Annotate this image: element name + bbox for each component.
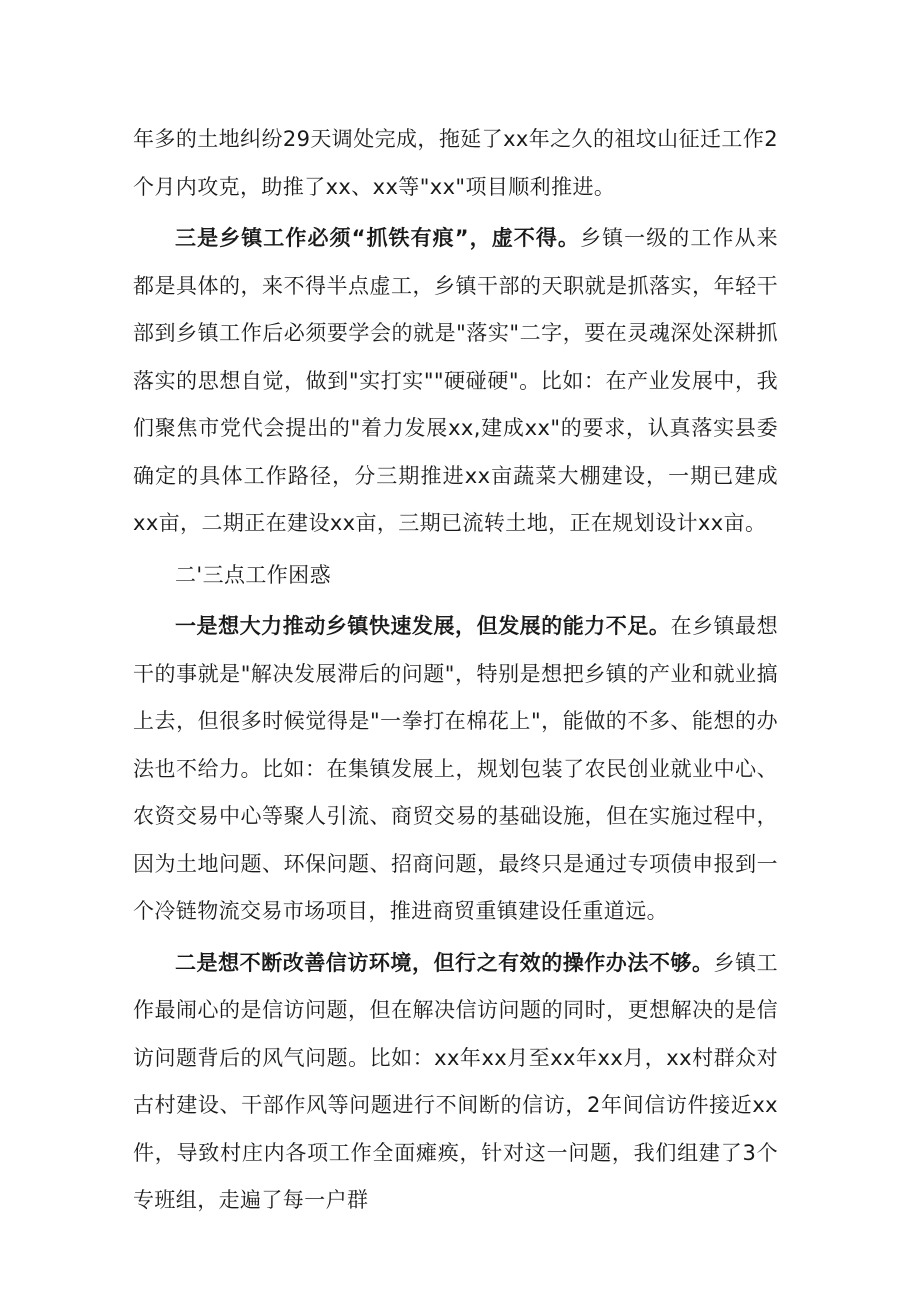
document-body	[133, 116, 778, 1225]
paragraph-text: 乡镇工作最闹心的是信访问题，但在解决信访问题的同时，更想解决的是信访问题背后的风气问题。比如：xx年xx月至xx年xx月，xx村群众对古村建设、干部作风等问题进行不间断的信访，2年间信访件接近xx件，导致村庄内各项工作全面瘫痪，针对这一问题，我们组建了3个专班组，走遍了每一户群	[133, 950, 778, 1212]
paragraph-text: 在乡镇最想干的事就是"解决发展滞后的问题"，特别是想把乡镇的产业和就业搞上去，但很多时候觉得是"一拳打在棉花上"，能做的不多、能想的办法也不给力。比如：在集镇发展上，规划包装了农民创业就业中心、农资交易中心等聚人引流、商贸交易的基础设施，但在实施过程中，因为土地问题、环保问题、招商问题，最终只是通过专项债申报到一个冷链物流交易市场项目，推进商贸重镇建设任重道远。	[133, 614, 778, 923]
paragraph-point-three	[133, 215, 778, 548]
paragraph-lead-heading: 一是想大力推动乡镇快速发展，但发展的能力不足。	[175, 614, 671, 638]
paragraph-confusion-two	[133, 940, 778, 1225]
paragraph-confusion-one	[133, 603, 778, 936]
section-heading	[133, 552, 778, 600]
paragraph-lead-heading: 二是想不断改善信访环境，但行之有效的操作办法不够。	[175, 950, 714, 975]
paragraph-text: 年多的土地纠纷29天调处完成，拖延了xx年之久的祖坟山征迁工作2个月内攻克，助推了xx、xx等"xx"项目顺利推进。	[133, 127, 778, 199]
paragraph-continuation	[133, 116, 778, 211]
paragraph-text: 乡镇一级的工作从来都是具体的，来不得半点虚工，乡镇干部的天职就是抓落实，年轻干部到乡镇工作后必须要学会的就是"落实"二字，要在灵魂深处深耕抓落实的思想自觉，做到"实打实""硬碰硬"。比如：在产业发展中，我们聚焦市党代会提出的"着力发展xx,建成xx"的要求，认真落实县委确定的具体工作路径，分三期推进xx亩蔬菜大棚建设，一期已建成xx亩，二期正在建设xx亩，三期已流转土地，正在规划设计xx亩。	[133, 226, 779, 535]
section-heading-text: 二'三点工作困惑	[175, 562, 331, 587]
paragraph-lead-heading: 三是乡镇工作必须“抓铁有痕”，虚不得。	[175, 226, 581, 250]
